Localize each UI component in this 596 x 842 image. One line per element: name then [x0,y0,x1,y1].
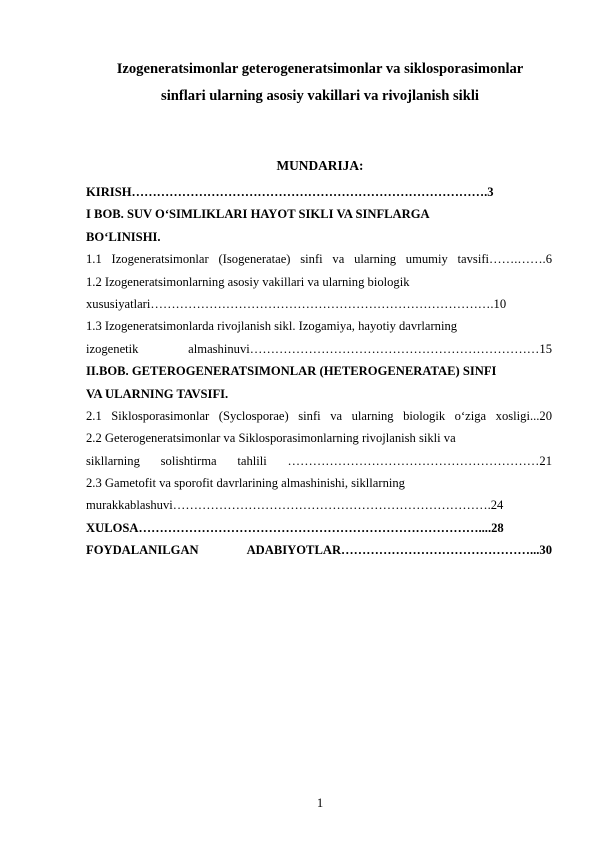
toc-chapter-1-title-cont: BO‘LINISHI. [86,229,161,244]
toc-entry-1-1: 1.1 Izogeneratsimonlar (Isogeneratae) sinfi va ularning umumiy tavsifi…….…….6 [86,252,552,267]
toc-entry-1-3-cont: izogenetik almashinuvi……………………………………………………………15 [86,341,552,356]
toc-entry-2-3: 2.3 Gametofit va sporofit davrlarining almashinishi, sikllarning [86,476,405,491]
toc-entry-2-3-cont: murakkablashuvi………………………………………………………………….24 [86,498,504,513]
toc-chapter-2-title-cont: VA ULARNING TAVSIFI. [86,386,229,401]
toc-entry-1-3: 1.3 Izogeneratsimonlarda rivojlanish sikl. Izogamiya, hayotiy davrlarning [86,319,458,334]
toc-chapter-1-title: I BOB. SUV O‘SIMLIKLARI HAYOT SIKLI VA SINFLARGA [86,207,430,222]
toc-entry-xulosa: XULOSA………………………………………………………………………....28 [86,520,504,535]
toc-entry-1-2: 1.2 Izogeneratsimonlarning asosiy vakillari va ularning biologik [86,274,410,289]
toc-entry-2-2-cont: sikllarning solishtirma tahlili ……………………………………………………21 [86,453,552,468]
document-title-line-2: sinflari ularning asosiy vakillari va rivojlanish sikli [161,88,479,104]
page-number: 1 [316,796,324,810]
table-of-contents [86,181,552,562]
toc-entry-2-2: 2.2 Geterogeneratsimonlar va Siklosporasimonlarning rivojlanish sikli va [86,431,456,446]
document-title-line-1: Izogeneratsimonlar geterogeneratsimonlar va siklosporasimonlar [116,61,524,77]
toc-entry-adabiyotlar: FOYDALANILGAN ADABIYOTLAR………………………………………...30 [86,543,552,558]
contents-heading: MUNDARIJA: [276,158,364,173]
toc-chapter-2-title: II.BOB. GETEROGENERATSIMONLAR (HETEROGENERATAE) SINFI [86,364,497,379]
toc-entry-kirish: KIRISH………………………………………………………………………….3 [86,185,494,199]
toc-entry-2-1: 2.1 Siklosporasimonlar (Syclosporae) sinfi va ularning biologik o‘ziga xosligi...20 [86,408,552,423]
toc-entry-1-2-cont: xususiyatlari……………………………………………………………………….10 [86,296,507,311]
